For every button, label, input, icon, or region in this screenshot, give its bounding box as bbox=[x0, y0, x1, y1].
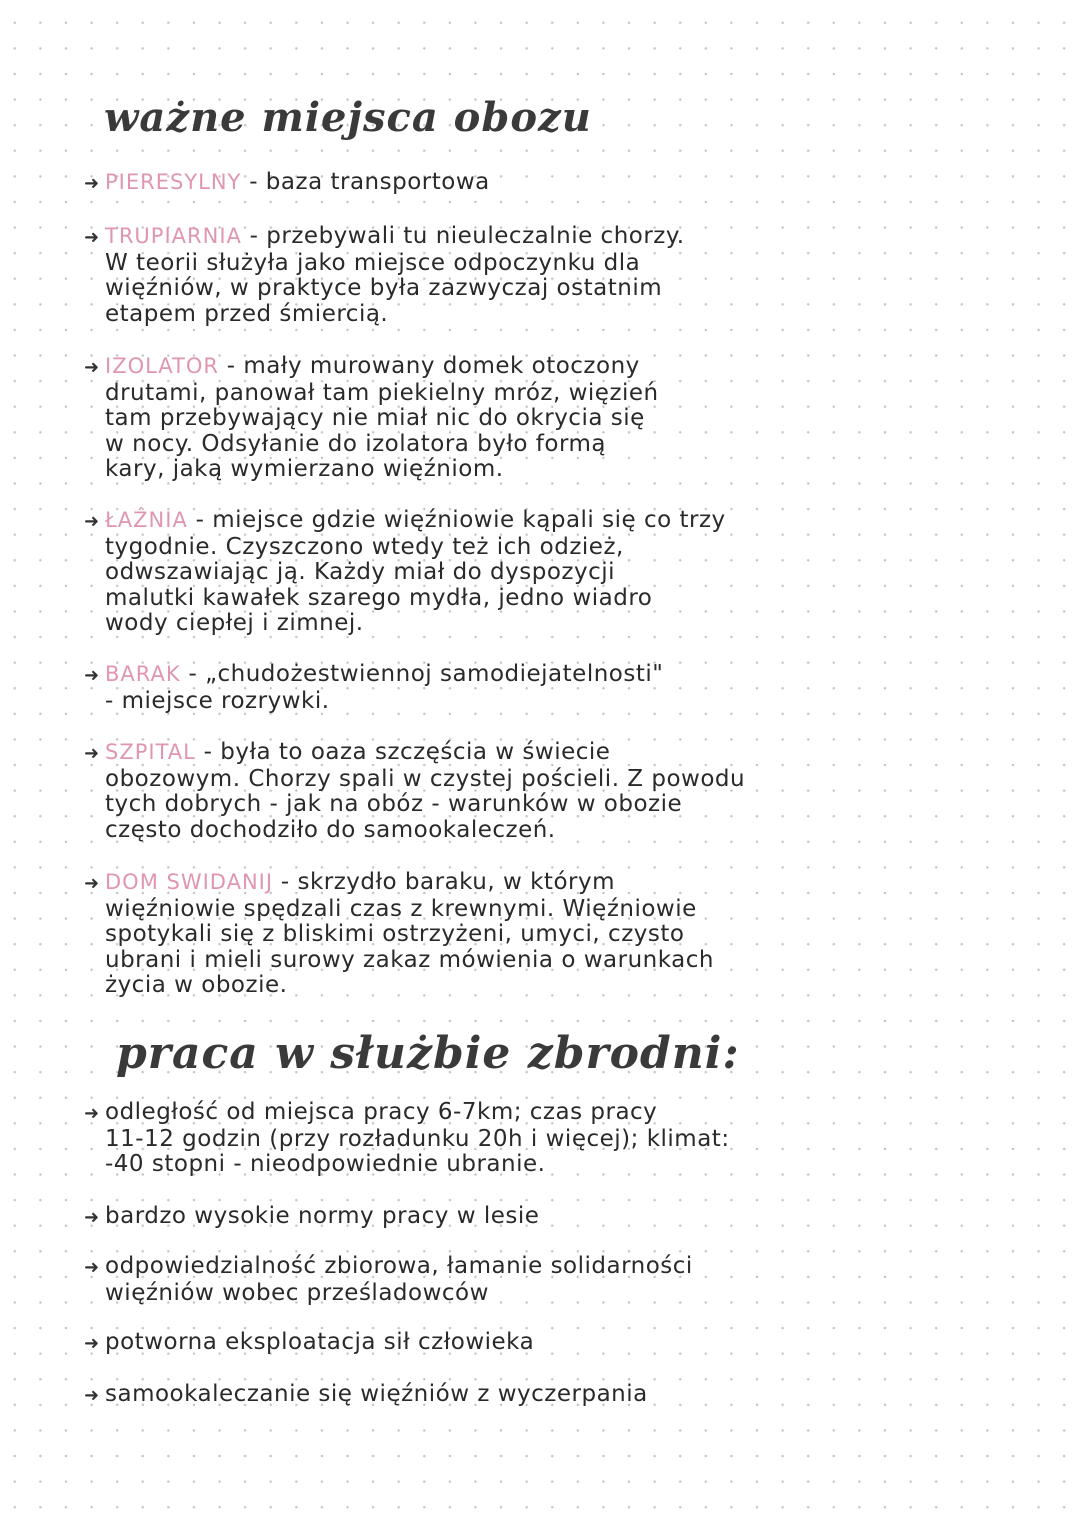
entry-pieresylny bbox=[84, 170, 984, 197]
entry-dom-swidanij bbox=[84, 870, 984, 999]
entry-line bbox=[84, 662, 984, 689]
entry-line: spotykali się z bliskimi ostrzyżeni, umyci, czysto bbox=[105, 921, 685, 948]
entry-term: ŁAŹNIA bbox=[105, 508, 188, 532]
arrow-right-icon: ➜ bbox=[84, 665, 100, 686]
entry-work-conditions bbox=[84, 1100, 984, 1178]
arrow-right-icon: ➜ bbox=[84, 357, 100, 378]
entry-line: więźniów, w praktyce była zazwyczaj ostatnim bbox=[105, 275, 663, 302]
entry-text: - miejsce gdzie więźniowie kąpali się co trzy bbox=[187, 507, 726, 533]
arrow-right-icon: ➜ bbox=[84, 1385, 100, 1406]
entry-text: - przebywali tu nieuleczalnie chorzy. bbox=[241, 223, 685, 249]
entry-line: 11-12 godzin (przy rozładunku 20h i więcej); klimat: bbox=[105, 1125, 730, 1152]
entry-line: odwszawiając ją. Każdy miał do dyspozycji bbox=[105, 559, 616, 586]
entry-text: bardzo wysokie normy pracy w lesie bbox=[105, 1203, 540, 1229]
entry-laznia bbox=[84, 508, 984, 637]
entry-line: W teorii służyła jako miejsce odpoczynku dla bbox=[105, 249, 641, 276]
entry-term: TRUPIARNIA bbox=[105, 224, 242, 248]
entry-line bbox=[84, 1204, 984, 1231]
entry-text: - mały murowany domek otoczony bbox=[218, 353, 640, 379]
entry-text: - „chudożestwiennoj samodiejatelnosti" bbox=[180, 661, 664, 687]
entry-line bbox=[84, 870, 984, 897]
entry-line bbox=[84, 1382, 984, 1409]
entry-izolator bbox=[84, 354, 984, 483]
arrow-right-icon: ➜ bbox=[84, 1207, 100, 1228]
arrow-right-icon: ➜ bbox=[84, 743, 100, 764]
entry-line: wody ciepłej i zimnej. bbox=[105, 610, 364, 637]
section-heading-work: praca w służbie zbrodni: bbox=[116, 1028, 740, 1079]
entry-line: więźniowie spędzali czas z krewnymi. Więźniowie bbox=[105, 895, 697, 922]
entry-line: kary, jaką wymierzano więźniom. bbox=[105, 456, 504, 483]
entry-term: IZOLATOR bbox=[105, 354, 219, 378]
entry-line: drutami, panował tam piekielny mróz, więzień bbox=[105, 379, 659, 406]
entry-line: tygodnie. Czyszczono wtedy też ich odzież, bbox=[105, 533, 624, 560]
arrow-right-icon: ➜ bbox=[84, 1333, 100, 1354]
entry-line: obozowym. Chorzy spali w czystej pościeli. Z powodu bbox=[105, 765, 746, 792]
entry-line: tych dobrych - jak na obóz - warunków w obozie bbox=[105, 791, 683, 818]
entry-self-harm bbox=[84, 1382, 984, 1409]
entry-barak bbox=[84, 662, 984, 714]
entry-term: BARAK bbox=[105, 662, 181, 686]
entry-work-norms bbox=[84, 1204, 984, 1231]
entry-line bbox=[84, 1330, 984, 1357]
entry-line: często dochodziło do samookaleczeń. bbox=[105, 816, 556, 843]
entry-line: tam przebywający nie miał nic do okrycia się bbox=[105, 405, 645, 432]
arrow-right-icon: ➜ bbox=[84, 511, 100, 532]
entry-text: - baza transportowa bbox=[241, 169, 490, 195]
entry-line bbox=[84, 1254, 984, 1281]
entry-term: PIERESYLNY bbox=[105, 170, 242, 194]
entry-trupiarnia bbox=[84, 224, 984, 327]
section-heading-camp-places: ważne miejsca obozu bbox=[104, 94, 592, 141]
entry-text: odległość od miejsca pracy 6-7km; czas pracy bbox=[105, 1099, 658, 1125]
entry-line bbox=[84, 508, 984, 535]
entry-line bbox=[84, 224, 984, 251]
entry-term: SZPITAL bbox=[105, 740, 196, 764]
entry-text: potworna eksploatacja sił człowieka bbox=[105, 1329, 535, 1355]
entry-collective-responsibility bbox=[84, 1254, 984, 1306]
entry-exploitation bbox=[84, 1330, 984, 1357]
entry-term: DOM SWIDANIJ bbox=[105, 870, 274, 894]
arrow-right-icon: ➜ bbox=[84, 1257, 100, 1278]
arrow-right-icon: ➜ bbox=[84, 1103, 100, 1124]
entry-text: odpowiedzialność zbiorowa, łamanie solidarności bbox=[105, 1253, 693, 1279]
entry-line: w nocy. Odsyłanie do izolatora było formą bbox=[105, 430, 607, 457]
entry-line bbox=[84, 354, 984, 381]
arrow-right-icon: ➜ bbox=[84, 873, 100, 894]
entry-text: - skrzydło baraku, w którym bbox=[273, 869, 615, 895]
entry-line: więźniów wobec prześladowców bbox=[105, 1279, 489, 1306]
entry-line: etapem przed śmiercią. bbox=[105, 300, 389, 327]
entry-text: samookaleczanie się więźniów z wyczerpania bbox=[105, 1381, 648, 1407]
arrow-right-icon: ➜ bbox=[84, 227, 100, 248]
entry-line: życia w obozie. bbox=[105, 972, 288, 999]
entry-line bbox=[84, 170, 984, 197]
entry-text: - była to oaza szczęścia w świecie bbox=[195, 739, 611, 765]
entry-line: -40 stopni - nieodpowiednie ubranie. bbox=[105, 1151, 546, 1178]
entry-line bbox=[84, 740, 984, 767]
arrow-right-icon: ➜ bbox=[84, 173, 100, 194]
entry-line: - miejsce rozrywki. bbox=[105, 687, 330, 714]
entry-line: ubrani i mieli surowy zakaz mówienia o warunkach bbox=[105, 946, 714, 973]
entry-szpital bbox=[84, 740, 984, 843]
entry-line bbox=[84, 1100, 984, 1127]
entry-line: malutki kawałek szarego mydła, jedno wiadro bbox=[105, 584, 653, 611]
